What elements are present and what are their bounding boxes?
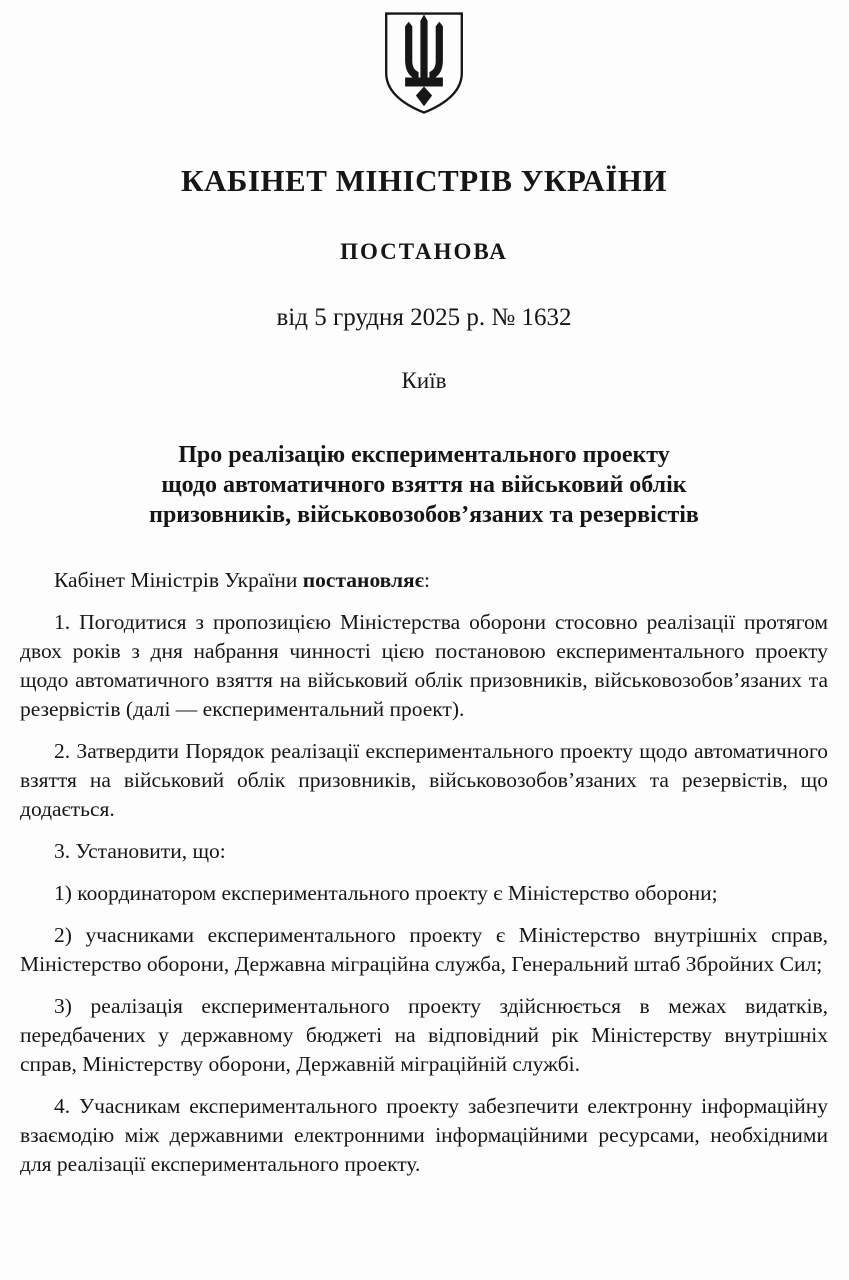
paragraph: 2. Затвердити Порядок реалізації експериментального проекту щодо автоматичного взяття на військовий облік призовників, військовозобов’язаних та резервістів, що додається. xyxy=(20,739,828,821)
paragraphs-container xyxy=(20,608,828,1179)
date-number-line: від 5 грудня 2025 р. № 1632 xyxy=(276,304,572,331)
document-title-line: щодо автоматичного взяття на військовий облік xyxy=(161,472,687,498)
doc-type-heading: ПОСТАНОВА xyxy=(340,239,508,264)
document-title xyxy=(20,440,828,530)
preamble-prefix: Кабінет Міністрів України xyxy=(54,568,303,592)
preamble-bold-word: постановляє xyxy=(302,568,424,592)
emblem-wrap xyxy=(20,10,828,123)
paragraph: 3) реалізація експериментального проекту здійснюється в межах видатків, передбачених у державному бюджеті на відповідний рік Міністерству внутрішніх справ, Міністерству оборони, Державній міграційній службі. xyxy=(20,994,828,1076)
document-title-line: Про реалізацію експериментального проекту xyxy=(178,442,670,468)
paragraph: 3. Установити, що: xyxy=(54,839,226,863)
paragraph: 4. Учасникам експериментального проекту забезпечити електронну інформаційну взаємодію між державними електронними інформаційними ресурсами, необхідними для реалізації експериментального проекту. xyxy=(20,1094,828,1176)
org-name: КАБІНЕТ МІНІСТРІВ УКРАЇНИ xyxy=(180,163,667,198)
paragraph: 1) координатором експериментального проекту є Міністерство оборони; xyxy=(54,881,718,905)
ukraine-coat-of-arms-icon xyxy=(376,10,472,118)
document-title-line: призовників, військовозобов’язаних та резервістів xyxy=(149,502,699,528)
preamble-suffix: : xyxy=(423,568,430,592)
paragraph: 2) учасниками експериментального проекту є Міністерство внутрішніх справ, Міністерство оборони, Державна міграційна служба, Генеральний штаб Збройних Сил; xyxy=(20,923,828,976)
city-label: Київ xyxy=(401,368,447,393)
document-body xyxy=(20,566,828,1179)
preamble xyxy=(20,566,828,595)
paragraph: 1. Погодитися з пропозицією Міністерства оборони стосовно реалізації протягом двох років з дня набрання чинності цією постановою експериментального проекту щодо автоматичного взяття на військовий облік призовників, військовозобов’язаних та резервістів (далі — експериментальний проект). xyxy=(20,610,828,721)
